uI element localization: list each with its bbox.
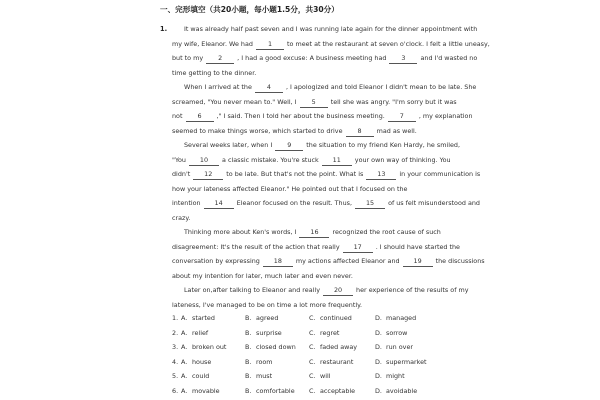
- passage-text: but to my: [172, 54, 206, 62]
- option-text: must: [256, 372, 273, 380]
- blank-18: 18: [263, 257, 293, 267]
- option-number: 5.: [172, 372, 179, 380]
- option-b: [245, 384, 295, 399]
- passage-text: recognized the root cause of such: [330, 228, 441, 236]
- option-letter: D.: [375, 343, 382, 351]
- passage-text: the situation to my friend Ken Hardy, he smiled,: [304, 141, 461, 149]
- option-a: [181, 340, 226, 355]
- option-d: [375, 311, 416, 326]
- passage-text: intention: [172, 199, 203, 207]
- option-row-6: [172, 384, 472, 399]
- option-letter: D.: [375, 386, 382, 395]
- option-letter: D.: [375, 314, 382, 322]
- blank-11: 11: [322, 156, 352, 166]
- option-a: [181, 311, 215, 326]
- passage-text: conversation by expressing: [172, 257, 262, 265]
- passage-line: [172, 153, 451, 168]
- option-a: [181, 384, 220, 399]
- option-text: faded away: [320, 343, 358, 351]
- passage-text: a classic mistake. You're stuck: [220, 155, 321, 164]
- option-number: 6.: [172, 386, 179, 395]
- blank-8: 8: [346, 127, 374, 137]
- passage-line: [172, 196, 480, 211]
- blank-5: 5: [300, 98, 328, 108]
- passage-text: didn't: [172, 170, 193, 178]
- passage-line: [172, 211, 442, 226]
- option-number: 3.: [172, 343, 179, 351]
- passage-text: and I'd wasted no: [418, 54, 478, 62]
- option-text: comfortable: [256, 386, 295, 395]
- passage-line: [172, 240, 460, 255]
- passage-text: disagreement: It's the result of the action that really: [172, 242, 342, 251]
- passage-text: how your lateness affected Eleanor." He pointed out that I focused on the: [172, 184, 408, 193]
- blank-7: 7: [388, 112, 416, 122]
- passage-text: seemed to make things worse, which started to drive: [172, 126, 345, 135]
- option-a: [181, 326, 208, 341]
- option-letter: A.: [181, 372, 188, 380]
- passage-text: Later on,after talking to Eleanor and really: [184, 286, 323, 294]
- question-number: 1.: [160, 25, 168, 33]
- option-c: [309, 340, 357, 355]
- option-text: avoidable: [386, 386, 418, 395]
- passage-text: not: [172, 112, 185, 120]
- passage-text: time getting to the dinner.: [172, 68, 257, 77]
- option-text: managed: [386, 314, 417, 322]
- passage-line: [172, 225, 442, 240]
- blank-16: 16: [299, 228, 329, 238]
- blank-13: 13: [366, 170, 396, 180]
- passage-text: her experience of the results of my: [354, 286, 469, 294]
- option-letter: D.: [375, 357, 382, 366]
- option-row-2: [172, 326, 472, 341]
- option-c: [309, 384, 355, 399]
- passage-text: Thinking more about Ken's words, I: [184, 228, 299, 236]
- option-letter: B.: [245, 343, 252, 351]
- option-text: will: [320, 372, 331, 380]
- passage-line: [172, 182, 442, 197]
- passage-text: my wife, Eleanor. We had: [172, 39, 255, 48]
- passage-line: [172, 66, 442, 81]
- option-text: restaurant: [320, 357, 354, 366]
- option-row-3: [172, 340, 472, 355]
- option-letter: B.: [245, 372, 252, 380]
- option-row-5: [172, 369, 472, 384]
- blank-17: 17: [343, 243, 373, 253]
- passage-line: [172, 95, 457, 110]
- option-text: relief: [192, 328, 209, 337]
- blank-19: 19: [403, 257, 433, 267]
- option-letter: C.: [309, 386, 316, 395]
- blank-2: 2: [206, 54, 234, 64]
- option-d: [375, 326, 407, 341]
- option-number: 4.: [172, 357, 179, 366]
- blank-9: 9: [275, 141, 303, 151]
- option-row-1: [172, 311, 472, 326]
- option-c: [309, 311, 352, 326]
- passage-line: [172, 109, 473, 124]
- option-c: [309, 355, 353, 370]
- option-letter: A.: [181, 357, 188, 366]
- option-text: surprise: [256, 328, 282, 337]
- passage-text: When I arrived at the: [184, 83, 254, 91]
- passage-text: screamed, "You never mean to." Well, I: [172, 97, 299, 106]
- passage-line: [172, 51, 478, 66]
- option-text: house: [192, 357, 212, 366]
- option-text: regret: [320, 328, 340, 337]
- option-d: [375, 384, 417, 399]
- passage-text: , I had a good excuse: A business meeting had: [235, 54, 389, 62]
- option-number: 1.: [172, 314, 179, 322]
- passage: [172, 22, 490, 312]
- option-text: broken out: [192, 343, 227, 351]
- passage-text: my actions affected Eleanor and: [293, 257, 402, 265]
- option-letter: C.: [309, 343, 316, 351]
- option-b: [245, 340, 296, 355]
- passage-line: [172, 37, 490, 52]
- option-letter: A.: [181, 343, 188, 351]
- passage-text: ," I said. Then I told her about the business meeting.: [214, 112, 387, 120]
- passage-text: your own way of thinking. You: [352, 155, 451, 164]
- passage-line: [172, 283, 469, 298]
- blank-15: 15: [355, 199, 385, 209]
- blank-20: 20: [323, 286, 353, 296]
- passage-line: [172, 80, 477, 95]
- option-a: [181, 355, 211, 370]
- passage-text: tell she was angry. "I'm sorry but it was: [328, 97, 457, 106]
- passage-line: [172, 138, 461, 153]
- passage-text: lateness, I've managed to be on time a lot more frequently.: [172, 300, 363, 309]
- passage-text: to be late. But that's not the point. What is: [224, 170, 366, 178]
- option-text: acceptable: [320, 386, 356, 395]
- option-b: [245, 369, 272, 384]
- passage-text: mad as well.: [374, 126, 417, 135]
- option-d: [375, 369, 405, 384]
- option-number: 2.: [172, 328, 179, 337]
- passage-text: It was already half past seven and I was running late again for the dinner appointment with: [184, 25, 478, 33]
- option-letter: A.: [181, 386, 188, 395]
- option-text: supermarket: [386, 357, 427, 366]
- blank-10: 10: [189, 156, 219, 166]
- option-text: continued: [320, 314, 352, 322]
- option-text: agreed: [256, 314, 279, 322]
- passage-line: [172, 269, 442, 284]
- option-c: [309, 369, 331, 384]
- passage-text: crazy.: [172, 213, 191, 222]
- passage-text: , I apologized and told Eleanor I didn't mean to be late. She: [283, 83, 477, 91]
- option-b: [245, 311, 278, 326]
- passage-text: Several weeks later, when I: [184, 141, 275, 149]
- passage-text: . I should have started the: [373, 242, 460, 251]
- option-letter: A.: [181, 328, 188, 337]
- passage-text: , my explanation: [416, 112, 473, 120]
- section-title: 一、完形填空（共20小题，每小题1.5分，共30分）: [160, 5, 339, 14]
- passage-text: the discussions: [433, 257, 485, 265]
- passage-text: to meet at the restaurant at seven o'clock. I felt a little uneasy,: [284, 39, 490, 48]
- passage-line: [172, 167, 481, 182]
- option-text: movable: [192, 386, 220, 395]
- blank-14: 14: [204, 199, 234, 209]
- blank-4: 4: [255, 83, 283, 93]
- option-text: could: [192, 372, 210, 380]
- option-letter: C.: [309, 328, 316, 337]
- option-letter: A.: [181, 314, 188, 322]
- passage-line: [172, 298, 442, 313]
- option-letter: C.: [309, 372, 316, 380]
- passage-text: Eleanor focused on the result. Thus,: [234, 199, 355, 207]
- blank-3: 3: [389, 54, 417, 64]
- option-text: room: [256, 357, 273, 366]
- option-letter: B.: [245, 386, 252, 395]
- option-letter: B.: [245, 314, 252, 322]
- option-text: closed down: [256, 343, 296, 351]
- option-letter: C.: [309, 357, 316, 366]
- option-text: run over: [386, 343, 414, 351]
- option-letter: B.: [245, 328, 252, 337]
- passage-line: [172, 124, 442, 139]
- option-text: might: [386, 372, 405, 380]
- option-d: [375, 355, 427, 370]
- option-b: [245, 355, 273, 370]
- option-letter: B.: [245, 357, 252, 366]
- option-text: started: [192, 314, 215, 322]
- passage-text: in your communication is: [397, 170, 481, 178]
- option-letter: D.: [375, 372, 382, 380]
- passage-text: of us felt misunderstood and: [386, 199, 480, 207]
- passage-text: "You: [172, 155, 188, 164]
- option-c: [309, 326, 339, 341]
- blank-1: 1: [256, 40, 284, 50]
- blank-12: 12: [193, 170, 223, 180]
- passage-text: about my intention for later, much later and even never.: [172, 271, 353, 280]
- blank-6: 6: [186, 112, 214, 122]
- option-b: [245, 326, 282, 341]
- option-letter: D.: [375, 328, 382, 337]
- option-row-4: [172, 355, 472, 370]
- option-letter: C.: [309, 314, 316, 322]
- option-d: [375, 340, 413, 355]
- passage-line: [172, 254, 485, 269]
- option-a: [181, 369, 209, 384]
- options-list: [172, 311, 472, 398]
- option-text: sorrow: [386, 328, 408, 337]
- passage-line: [172, 22, 478, 37]
